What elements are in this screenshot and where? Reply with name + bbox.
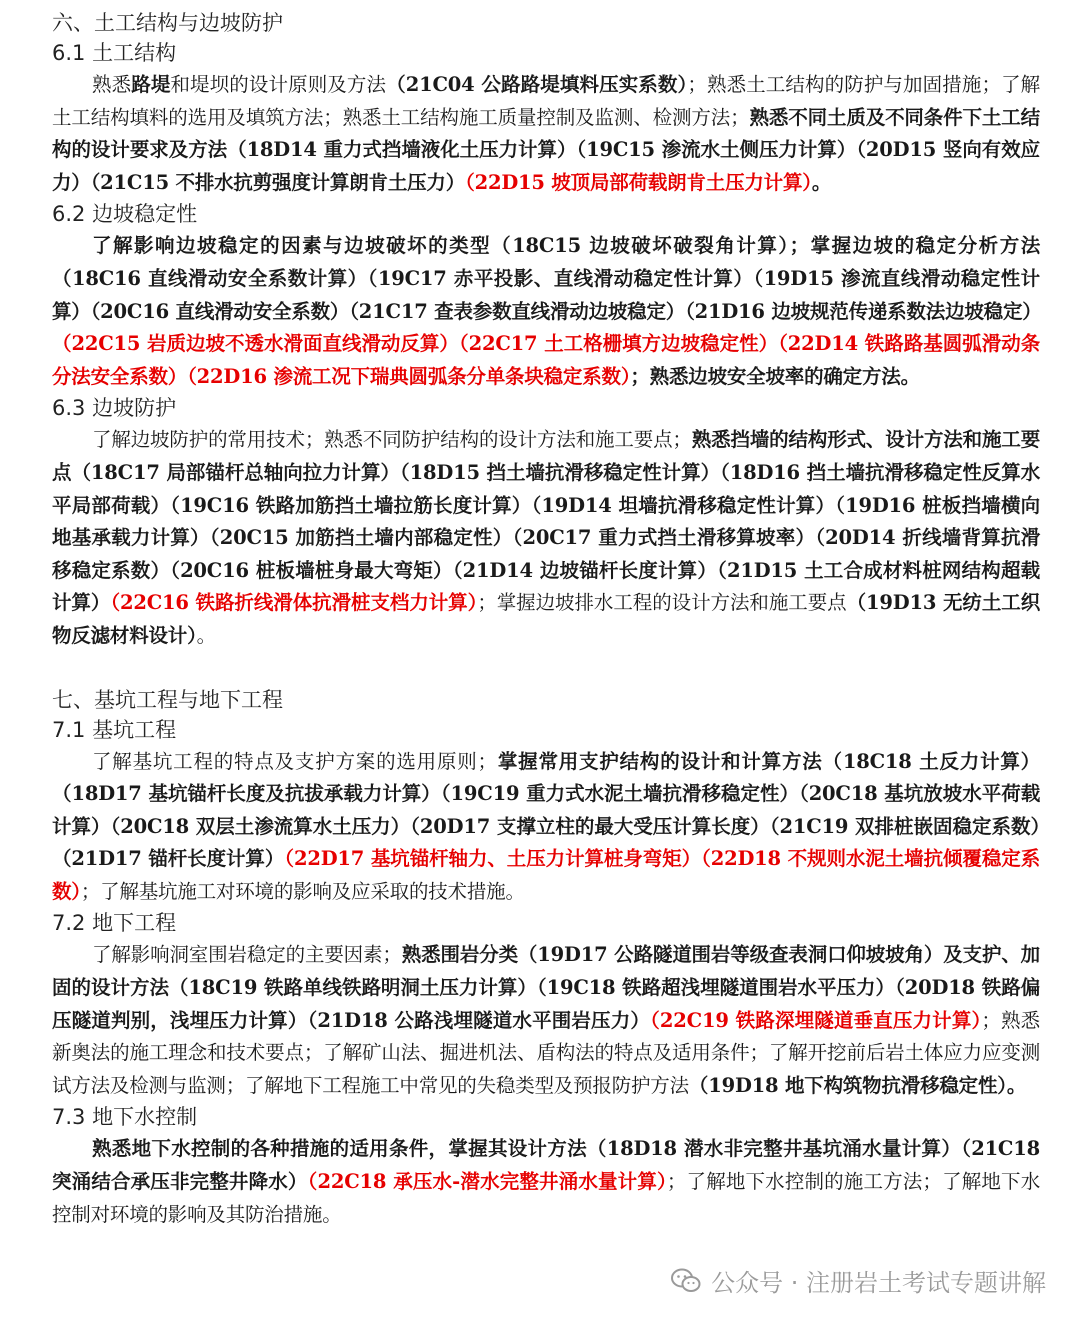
text-run: 。: [196, 623, 216, 647]
paragraph: [52, 1133, 1040, 1231]
section-heading: 六、土工结构与边坡防护: [52, 11, 283, 35]
text-run: 了解边坡防护的常用技术；熟悉不同防护结构的设计方法和施工要点；: [92, 428, 692, 452]
bold-text: 熟悉地下水控制的各种措施的适用条件，掌握其设计方法（18D18 潜水非完整井基坑涌水量计算）（21C18 突涌结合承压非完整井降水）: [52, 1137, 1040, 1194]
highlighted-text: （22D17 基坑锚杆轴力、土压力计算桩身弯矩）（22D18 不规则水泥土墙抗倾覆稳定系数）: [52, 847, 1040, 903]
text-run: ；熟悉新奥法的施工理念和技术要点；了解矿山法、掘进机法、盾构法的特点及适用条件；了解开挖前后岩土体应力应变测试方法及检测与监测；了解地下工程施工中常见的失稳类型及预报防护方法: [52, 1008, 1040, 1097]
bold-text: （19D13 无纺土工织物反滤材料设计）: [52, 591, 1040, 647]
bold-text: 路堤: [131, 73, 171, 96]
bold-text: 熟悉挡墙的结构形式、设计方法和施工要点（18C17 局部锚杆总轴向拉力计算）（18D15 挡土墙抗滑移稳定性计算）（18D16 挡土墙抗滑移稳定性反算水平局部荷载）（19C16 铁路加筋挡土墙拉筋长度计算）（19D14 坦墙抗滑移稳定性计算）（19D16 桩板挡墙横向地基承载力计算）（20C15 加筋挡土墙内部稳定性）（20C17 重力式挡土滑移算坡率）（20D14 折线墙背算抗滑移稳定系数）（20C16 桩板墙桩身最大弯矩）（21D14 边坡锚杆长度计算）（21D15 土工合成材料桩网结构超载计算）: [52, 428, 1040, 615]
highlighted-text: （22C19 铁路深埋隧道垂直压力计算）: [650, 1008, 982, 1032]
highlighted-text: （22D15 坡顶局部荷载朗肯土压力计算）: [465, 170, 812, 194]
watermark: [671, 1263, 1046, 1298]
text-run: 了解影响洞室围岩稳定的主要因素；: [92, 943, 402, 967]
subsection-heading: 7.1 基坑工程: [52, 717, 177, 742]
subsection-heading: 7.3 地下水控制: [52, 1105, 198, 1130]
subsection-heading: 6.3 边坡防护: [52, 396, 177, 421]
bold-text: （19D18 地下构筑物抗滑移稳定性）。: [688, 1073, 1027, 1097]
highlighted-text: （22C18 承压水-潜水完整井涌水量计算）: [307, 1170, 667, 1194]
bold-text: 熟悉不同土质及不同条件下土工结构的设计要求及方法（18D14 重力式挡墙液化土压力计算）（19C15 渗流水土侧压力计算）（20D15 竖向有效应力）（21C15 不排水抗剪强度计算朗肯土压力）: [52, 105, 1040, 194]
paragraph: [52, 69, 1040, 199]
watermark-text: 公众号 · 注册岩土考试专题讲解: [711, 1269, 1046, 1297]
bold-text: 熟悉围岩分类（19D17 公路隧道围岩等级查表洞口仰坡坡角）及支护、加固的设计方法（18C19 铁路单线铁路明洞土压力计算）（19C18 铁路超浅埋隧道围岩水平压力）（20D18 铁路偏压隧道判别，浅埋压力计算）（21D18 公路浅埋隧道水平围岩压力）: [52, 943, 1040, 1032]
subsection-heading: 6.1 土工结构: [52, 41, 177, 65]
bold-text: 。: [811, 170, 832, 194]
text-run: ；掌握边坡排水工程的设计方法和施工要点: [477, 591, 847, 615]
subsection-heading: 7.2 地下工程: [52, 911, 177, 936]
text-run: ；了解基坑施工对环境的影响及应采取的技术措施。: [80, 879, 525, 903]
text-run: 熟悉: [92, 73, 132, 96]
highlighted-text: （22C15 岩质边坡不透水滑面直线滑动反算）（22C17 土工格栅填方边坡稳定性）（22D14 铁路路基圆弧滑动条分法安全系数）（22D16 渗流工况下瑞典圆弧条分单条块稳定系数）: [52, 332, 1040, 388]
text-run: ；熟悉土工结构的防护与加固措施；了解土工结构填料的选用及填筑方法；熟悉土工结构施工质量控制及监测、检测方法；: [52, 73, 1040, 129]
document-body: [52, 8, 1040, 1231]
paragraph: [52, 939, 1040, 1102]
section-heading: 七、基坑工程与地下工程: [52, 687, 283, 712]
bold-text: 掌握常用支护结构的设计和计算方法（18C18 土反力计算）（18D17 基坑锚杆长度及抗拔承载力计算）（19C19 重力式水泥土墙抗滑移稳定性）（20C18 基坑放坡水平荷载计算）（20C18 双层土渗流算水土压力）（20D17 支撑立柱的最大受压计算长度）（21C19 双排桩嵌固稳定系数）（21D17 锚杆长度计算）: [52, 749, 1040, 871]
highlighted-text: （22C16 铁路折线滑体抗滑桩支档力计算）: [110, 591, 478, 615]
text-run: ；了解地下水控制的施工方法；了解地下水控制对环境的影响及其防治措施。: [52, 1170, 1041, 1226]
bold-text: ；熟悉边坡安全坡率的确定方法。: [630, 364, 920, 388]
paragraph: [52, 424, 1040, 652]
subsection-heading: 6.2 边坡稳定性: [52, 202, 198, 227]
paragraph: [52, 230, 1040, 393]
bold-text: 了解影响边坡稳定的因素与边坡破坏的类型（18C15 边坡破坏破裂角计算）；掌握边坡的稳定分析方法（18C16 直线滑动安全系数计算）（19C17 赤平投影、直线滑动稳定性计算）（19D15 渗流直线滑动稳定性计算）（20C16 直线滑动安全系数）（21C17 查表参数直线滑动边坡稳定）（21D16 边坡规范传递系数法边坡稳定）: [52, 234, 1042, 323]
paragraph: [52, 746, 1040, 909]
wechat-icon: [671, 1268, 701, 1294]
bold-text: （21C04 公路路堤填料压实系数）: [386, 73, 688, 96]
text-run: 了解基坑工程的特点及支护方案的选用原则；: [92, 749, 497, 773]
text-run: 和堤坝的设计原则及方法: [170, 73, 387, 96]
